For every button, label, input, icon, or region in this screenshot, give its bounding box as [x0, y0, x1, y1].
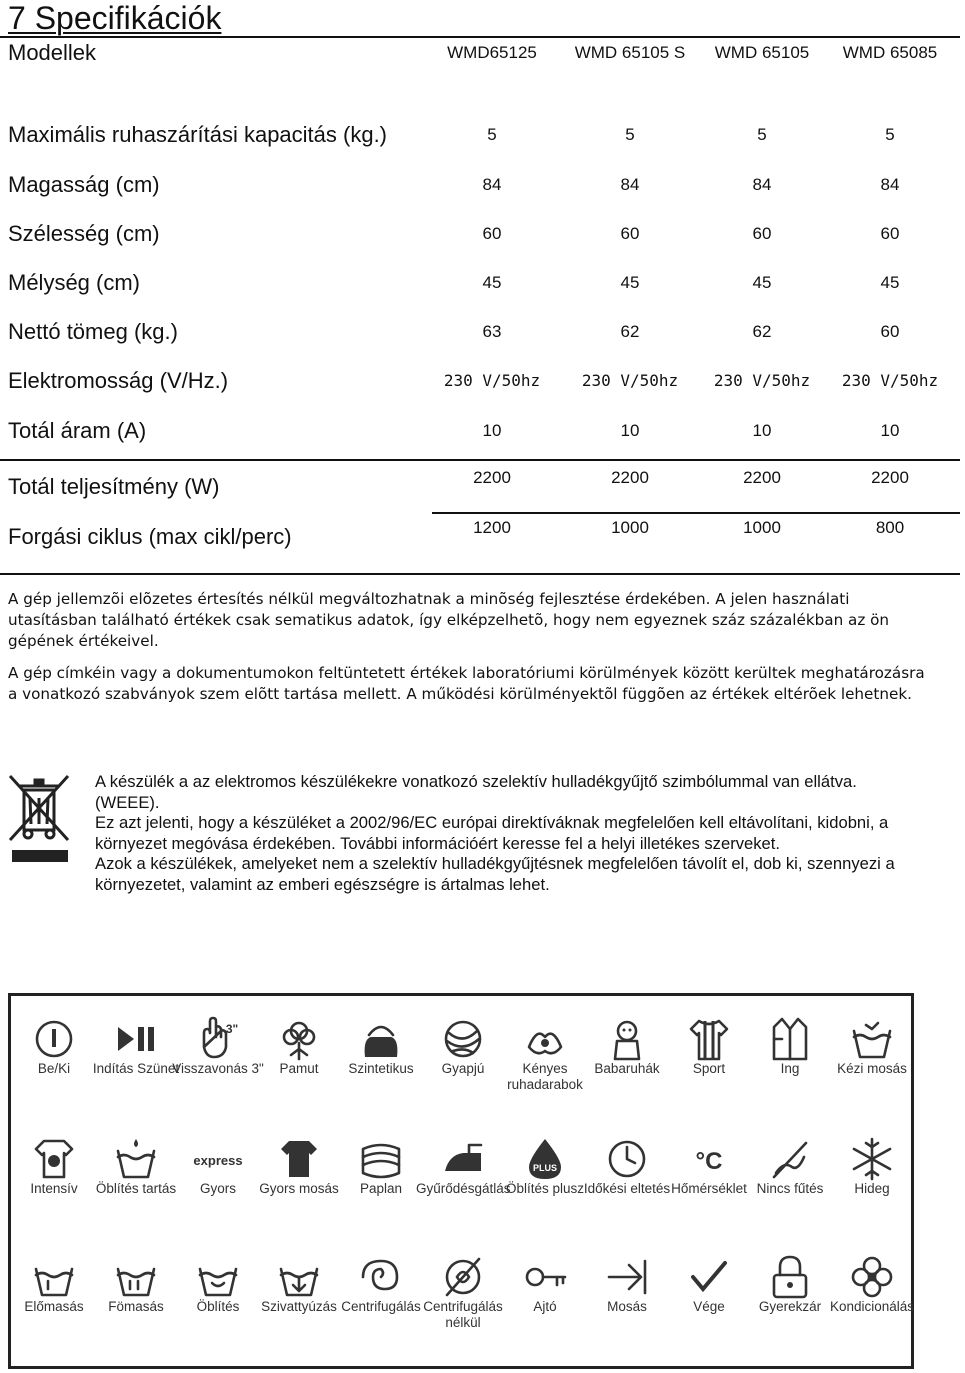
spec-label: Szélesség (cm): [8, 221, 160, 246]
icon-label: Szivattyúzás: [261, 1299, 337, 1314]
icon-cell: [666, 1001, 752, 1121]
icon-cell: [175, 1121, 261, 1241]
wool-yarn-icon: [441, 1017, 485, 1061]
icon-cell: [338, 1239, 424, 1359]
clock-icon: [605, 1137, 649, 1181]
child-lock-icon: [768, 1255, 812, 1299]
icon-label: Előmasás: [24, 1299, 84, 1314]
icon-cell: [256, 1239, 342, 1359]
icon-cell: [256, 1121, 342, 1241]
spec-value: 60: [482, 224, 502, 243]
spec-value: 45: [752, 273, 772, 292]
model-name: WMD 65085: [842, 43, 938, 62]
icon-label: Indítás Szünet: [92, 1061, 180, 1076]
spec-value: 1000: [743, 518, 781, 537]
icon-label: Gyűrődésgátlás: [416, 1181, 511, 1196]
icon-cell: [175, 1239, 261, 1359]
spec-value: 2200: [611, 468, 649, 487]
icon-label: Nincs fűtés: [756, 1181, 824, 1196]
icon-label: Gyapjú: [441, 1061, 485, 1076]
icon-cell: [11, 1001, 97, 1121]
spec-value: 10: [880, 421, 900, 440]
spec-value: 63: [482, 322, 502, 341]
sport-shirt-icon: [687, 1017, 731, 1061]
icon-cell: [93, 1121, 179, 1241]
icon-label: Öblítés tartás: [95, 1181, 177, 1196]
spec-row: [0, 406, 960, 456]
model-name: WMD 65105 S: [574, 43, 686, 62]
express-icon: [193, 1137, 243, 1181]
spec-value: 84: [620, 175, 640, 194]
icon-label: Gyors: [199, 1181, 236, 1196]
icon-cell: [11, 1239, 97, 1359]
icon-label: Időkési eltetés: [583, 1181, 671, 1196]
svg-text:PLUS: PLUS: [532, 1163, 558, 1173]
spec-label: Forgási ciklus (max cikl/perc): [8, 524, 292, 549]
spec-row: [0, 307, 960, 357]
no-spin-icon: [441, 1255, 485, 1299]
icon-cell: [829, 1239, 915, 1359]
icon-cell: [338, 1121, 424, 1241]
iron-icon: [441, 1137, 485, 1181]
spec-value: 60: [880, 224, 900, 243]
icon-cell: [584, 1239, 670, 1359]
table-rule: [0, 459, 960, 461]
spec-value: 45: [482, 273, 502, 292]
spec-value: 10: [620, 421, 640, 440]
icon-cell: [420, 1001, 506, 1121]
icon-label: Hideg: [854, 1181, 890, 1196]
page-title: 7 Specifikációk: [8, 0, 222, 36]
icon-label: Ajtó: [533, 1299, 557, 1314]
spec-value: 230 V/50hz: [713, 371, 811, 390]
spec-value: 1200: [473, 518, 511, 537]
spec-value: 10: [482, 421, 502, 440]
no-heat-icon: [768, 1137, 812, 1181]
icon-label: Paplan: [359, 1181, 403, 1196]
intensive-wash-icon: [32, 1137, 76, 1181]
main-wash-tub-icon: [114, 1255, 158, 1299]
table-rule: [432, 512, 960, 514]
delicate-icon: [523, 1017, 567, 1061]
spec-value: 60: [752, 224, 772, 243]
icon-label: Mosás: [607, 1299, 647, 1314]
spec-row: [0, 512, 960, 562]
spec-value: 800: [875, 518, 905, 537]
spec-value: 10: [752, 421, 772, 440]
spec-value: 5: [625, 125, 635, 144]
spec-label: Maximális ruhaszárítási kapacitás (kg.): [8, 122, 388, 147]
icon-cell: [666, 1239, 752, 1359]
spec-row: [0, 160, 960, 210]
svg-text:3": 3": [225, 1022, 239, 1036]
icon-cell: [11, 1121, 97, 1241]
icon-cell: [584, 1001, 670, 1121]
spec-value: 62: [620, 322, 640, 341]
spec-value: 230 V/50hz: [443, 371, 541, 390]
rinse-icon: [114, 1137, 158, 1181]
spec-value: 5: [757, 125, 767, 144]
icon-cell: [420, 1239, 506, 1359]
note-paragraph: A gép címkéin vagy a dokumentumokon feltüntetett értékek laboratóriumi körülmények között kerültek meghatározásra a vonatkozó szabványok szem elõtt tartása mellett. A működési körülményektõl függõen az értékek eltérõek lehetnek.: [8, 664, 925, 703]
icon-label: Centrifugálás: [341, 1299, 421, 1314]
spec-label: Nettó tömeg (kg.): [8, 319, 178, 344]
weee-icon: [6, 772, 72, 864]
svg-text:express: express: [193, 1153, 243, 1168]
spec-row: [0, 110, 960, 160]
table-rule: [0, 573, 960, 575]
weee-notice: [95, 772, 915, 895]
reset-hand-icon: [196, 1017, 240, 1061]
model-name: WMD 65105: [714, 43, 810, 62]
icon-legend-grid: [8, 993, 914, 1369]
cotton-icon: [277, 1017, 321, 1061]
baby-icon: [605, 1017, 649, 1061]
icon-label: Intensív: [30, 1181, 78, 1196]
spec-row: [0, 258, 960, 308]
key-icon: [523, 1255, 567, 1299]
icon-cell: [502, 1239, 588, 1359]
models-row: [0, 28, 960, 78]
icon-cell: [584, 1121, 670, 1241]
icon-cell: [338, 1001, 424, 1121]
spec-value: 5: [487, 125, 497, 144]
icon-cell: [93, 1001, 179, 1121]
icon-label: Gyors mosás: [259, 1181, 339, 1196]
icon-label: Gyerekzár: [758, 1299, 822, 1314]
icon-label: Sport: [692, 1061, 726, 1076]
spec-value: 45: [620, 273, 640, 292]
spec-value: 1000: [611, 518, 649, 537]
icon-cell: [747, 1001, 833, 1121]
weee-paragraph: Ez azt jelenti, hogy a készüléket a 2002/96/EC európai direktíváknak megfelelően kell eltávolítani, kidobni, a környezet megóvása érdekében. További információért keresse fel a helyi illetékes szerveket.: [95, 813, 889, 853]
spec-value: 2200: [473, 468, 511, 487]
icon-cell: [256, 1001, 342, 1121]
spec-value: 84: [482, 175, 502, 194]
spec-value: 45: [880, 273, 900, 292]
icon-label: Fömasás: [108, 1299, 164, 1314]
icon-cell: [172, 1001, 264, 1121]
weee-paragraph: A készülék a az elektromos készülékekre vonatkozó szelektív hulladékgyűjtő szimbólummal van ellátva. (WEEE).: [95, 772, 857, 812]
icon-label: Öblítés plusz: [505, 1181, 585, 1196]
svg-text:°C: °C: [695, 1148, 723, 1175]
checkmark-icon: [687, 1255, 731, 1299]
spec-label: Mélység (cm): [8, 270, 141, 295]
weee-paragraph: Azok a készülékek, amelyeket nem a szelektív hulladékgyűjtésnek megfelelően távolít el, dob ki, szennyezi a környezetet, valamint az emberi egészségre is ártalmas lehet.: [95, 854, 895, 894]
spec-value: 5: [885, 125, 895, 144]
spec-value: 230 V/50hz: [841, 371, 939, 390]
icon-label: Kényes ruhadarabok: [507, 1061, 583, 1092]
quick-wash-shirt-icon: [277, 1137, 321, 1181]
play-pause-icon: [114, 1017, 158, 1061]
power-icon: [32, 1017, 76, 1061]
icon-label: Pamut: [279, 1061, 319, 1076]
notes-section: [8, 589, 938, 705]
spec-value: 2200: [871, 468, 909, 487]
spec-label: Totál teljesítmény (W): [8, 474, 220, 499]
model-name: WMD65125: [447, 43, 537, 62]
synthetic-bag-icon: [359, 1017, 403, 1061]
prewash-tub-icon: [32, 1255, 76, 1299]
icon-label: Hőmérséklet: [671, 1181, 747, 1196]
icon-label: Öblítés: [196, 1299, 240, 1314]
spec-value: 230 V/50hz: [581, 371, 679, 390]
icon-cell: [502, 1001, 588, 1121]
note-paragraph: A gép jellemzõi elõzetes értesítés nélkül megváltozhatnak a minõség fejlesztése érdekében. A jelen használati utasításban található értékek csak sematikus adatok, így elképzelhetõ, hogy nem egyeznek száz százalékban az ön gépének értékeivel.: [8, 590, 890, 650]
icon-cell: [829, 1001, 915, 1121]
icon-label: Centrifugálás nélkül: [423, 1299, 503, 1330]
icon-label: Kézi mosás: [837, 1061, 907, 1076]
icon-cell: [416, 1121, 511, 1241]
rinse-plus-icon: [523, 1137, 567, 1181]
icon-label: Babaruhák: [594, 1061, 660, 1076]
shirt-icon: [768, 1017, 812, 1061]
spec-value: 84: [752, 175, 772, 194]
icon-label: Be/Ki: [37, 1061, 71, 1076]
models-label: Modellek: [8, 40, 97, 65]
icon-label: Szintetikus: [348, 1061, 414, 1076]
icon-cell: [93, 1239, 179, 1359]
rinse-tub-icon: [196, 1255, 240, 1299]
hand-wash-icon: [850, 1017, 894, 1061]
spec-value: 62: [752, 322, 772, 341]
icon-label: Vége: [693, 1299, 725, 1314]
spec-label: Magasság (cm): [8, 172, 160, 197]
duvet-icon: [359, 1137, 403, 1181]
icon-cell: [502, 1121, 588, 1241]
spec-label: Elektromosság (V/Hz.): [8, 368, 229, 393]
spec-row: [0, 209, 960, 259]
spec-value: 2200: [743, 468, 781, 487]
icon-cell: [747, 1121, 833, 1241]
spec-label: Totál áram (A): [8, 418, 147, 443]
icon-label: Ing: [780, 1061, 800, 1076]
spec-row: [0, 462, 960, 512]
spec-value: 84: [880, 175, 900, 194]
icon-cell: [666, 1121, 752, 1241]
spec-row: [0, 356, 960, 406]
icon-cell: [747, 1239, 833, 1359]
icon-label: Kondicionálás: [829, 1299, 915, 1314]
spec-value: 60: [620, 224, 640, 243]
drain-icon: [277, 1255, 321, 1299]
snowflake-icon: [850, 1137, 894, 1181]
arrow-right-icon: [605, 1255, 649, 1299]
spec-value: 60: [880, 322, 900, 341]
celsius-icon: [687, 1137, 731, 1181]
icon-label: Visszavonás 3": [172, 1061, 264, 1076]
spin-icon: [359, 1255, 403, 1299]
softener-flower-icon: [850, 1255, 894, 1299]
icon-cell: [829, 1121, 915, 1241]
